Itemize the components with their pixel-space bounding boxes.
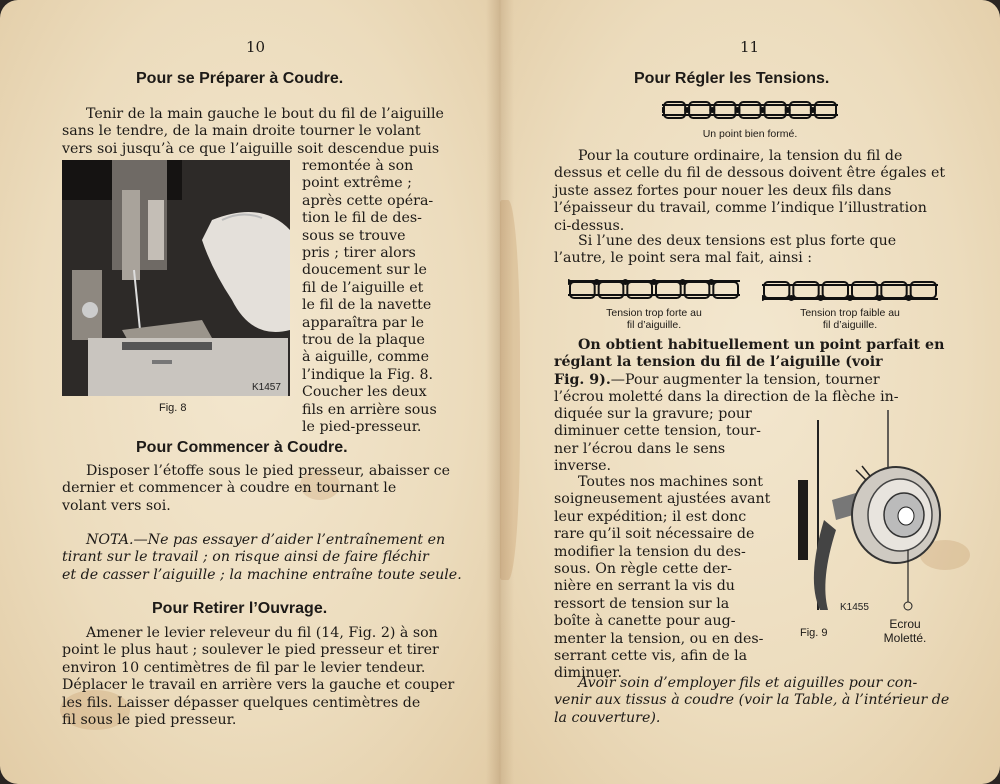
text-line: sous se trouve <box>302 227 406 244</box>
text-line: tirant sur le travail ; on risque ainsi de faire fléchir <box>62 549 429 566</box>
text-line: ressort de tension sur la <box>554 595 730 612</box>
text-line: menter la tension, ou en des- <box>554 630 764 647</box>
text-line: ci-dessus. <box>554 217 625 234</box>
text-line: à aiguille, comme <box>302 349 430 366</box>
page-number: 10 <box>246 38 266 56</box>
text-line: soigneusement ajustées avant <box>554 491 771 508</box>
text-line: Avoir soin d’employer fils et aiguilles pour con- <box>578 675 918 691</box>
text-line: dernier et commencer à coudre en tournant le <box>62 480 397 497</box>
text-line-bold: Fig. 9). <box>554 371 611 388</box>
figure-9-caption: Fig. 9 <box>800 627 828 639</box>
paragraph-avoir-soin <box>554 675 950 727</box>
text-line: inverse. <box>554 458 612 475</box>
text-line: Pour la couture ordinaire, la tension du fil de <box>578 148 903 164</box>
text-line: le fil de la navette <box>302 297 432 314</box>
text-line: boîte à canette pour aug- <box>554 613 736 630</box>
text-line: trou de la plaque <box>302 332 425 349</box>
text-line: diquée sur la gravure; pour <box>554 406 752 422</box>
stitch-good-illustration <box>662 97 838 123</box>
paragraph-preparer-intro <box>62 106 448 158</box>
text-line: modifier la tension du des- <box>554 543 746 560</box>
stitch-knot <box>810 107 816 113</box>
stitch-knot <box>760 107 766 113</box>
text-line: —Pour augmenter la tension, tourner <box>610 371 880 388</box>
nota-paragraph <box>62 532 462 584</box>
paragraph-preparer-side <box>302 158 448 437</box>
text-line: point extrême ; <box>302 175 412 192</box>
text-line: remontée à son <box>302 158 414 174</box>
figure-9-code: K1455 <box>840 602 869 613</box>
stitch-too-loose-caption: Tension trop faible au fil d’aiguille. <box>800 307 900 331</box>
text-line: Amener le levier releveur du fil (14, Fig. 2) à son <box>86 625 438 641</box>
stitch-knot <box>734 107 740 113</box>
text-line: l’épaisseur du travail, comme l’indique l’illustration <box>554 200 927 217</box>
figure-8-code: K1457 <box>252 382 281 393</box>
paragraph-tension-ordinaire <box>554 148 944 235</box>
stitch-knot <box>684 107 690 113</box>
stitch-too-loose-illustration <box>762 276 938 304</box>
text-line: l’indique la Fig. 8. <box>302 366 433 383</box>
stitch-good-caption: Un point bien formé. <box>702 128 798 140</box>
paragraph-point-parfait <box>554 337 944 407</box>
text-line: Si l’une des deux tensions est plus forte que <box>578 233 897 249</box>
text-line: NOTA.—Ne pas essayer d’aider l’entraînement en <box>86 532 446 548</box>
section-title-preparer: Pour se Préparer à Coudre. <box>136 70 344 87</box>
paragraph-commencer <box>62 463 448 515</box>
text-line: diminuer. <box>554 665 623 682</box>
text-line: Disposer l’étoffe sous le pied presseur, abaisser ce <box>86 463 450 479</box>
text-line: dessus et celle du fil de dessous doivent être égales et <box>554 165 946 182</box>
stitch-knot <box>906 295 912 301</box>
book-gutter <box>486 0 514 784</box>
text-line: venir aux tissus à coudre (voir la Table, à l’intérieur de <box>554 692 950 709</box>
stitch-knot <box>847 295 853 301</box>
text-line: On obtient habituellement un point parfait en <box>578 337 945 353</box>
figure-8-caption: Fig. 8 <box>159 402 187 414</box>
text-line: réglant la tension du fil de l’aiguille (voir <box>554 354 883 371</box>
figure-9-label: Ecrou Moletté. <box>883 617 927 645</box>
text-line: après cette opéra- <box>302 192 434 209</box>
paragraph-machines-ajustees <box>554 474 794 683</box>
sewing-needle-hand-illustration <box>62 160 290 396</box>
text-line: leur expédition; il est donc <box>554 508 747 525</box>
text-line: tion le fil de des- <box>302 210 422 227</box>
text-line: fil de l’aiguille et <box>302 279 424 296</box>
stitch-knot <box>594 279 600 285</box>
text-line: point le plus haut ; soulever le pied presseur et tirer <box>62 642 439 659</box>
text-line: fil sous le pied presseur. <box>62 712 237 729</box>
stitch-knot <box>785 107 791 113</box>
section-title-tensions: Pour Régler les Tensions. <box>634 70 830 87</box>
text-line: et de casser l’aiguille ; la machine entraîne toute seule. <box>62 566 462 583</box>
text-line: apparaîtra par le <box>302 314 425 331</box>
text-line: rare qu’il soit nécessaire de <box>554 526 755 543</box>
text-line: Déplacer le travail en arrière vers la gauche et couper <box>62 677 455 694</box>
text-line: sous. On règle cette der- <box>554 561 732 578</box>
text-line: volant vers soi. <box>62 497 171 514</box>
text-line: les fils. Laisser dépasser quelques centimètres de <box>62 694 421 711</box>
paragraph-point-parfait-cont <box>554 406 784 476</box>
paragraph-retirer <box>62 625 455 729</box>
stitch-knot <box>818 295 824 301</box>
stitch-knot <box>680 279 686 285</box>
text-line: diminuer cette tension, tour- <box>554 423 761 440</box>
text-line: sans le tendre, de la main droite tourner le volant <box>62 123 421 140</box>
text-line: pris ; tirer alors <box>302 245 416 262</box>
text-line: serrant cette vis, afin de la <box>554 648 748 665</box>
text-line: Toutes nos machines sont <box>578 474 763 490</box>
stitch-knot <box>708 279 714 285</box>
right-page <box>500 0 1000 784</box>
figure-9-tension-nut-illustration <box>796 410 946 630</box>
text-line: Coucher les deux <box>302 384 427 401</box>
text-line: l’autre, le point sera mal fait, ainsi : <box>554 250 813 267</box>
section-title-retirer: Pour Retirer l’Ouvrage. <box>152 600 328 617</box>
text-line: juste assez fortes pour nouer les deux fils dans <box>554 182 892 199</box>
figure-8-image <box>62 160 290 396</box>
text-line: Tenir de la main gauche le bout du fil de l’aiguille <box>86 106 444 122</box>
text-line: nière en serrant la vis du <box>554 578 735 595</box>
text-line: la couverture). <box>554 709 661 726</box>
stitch-knot <box>876 295 882 301</box>
stitch-too-tight-illustration <box>568 276 740 304</box>
text-line: vers soi jusqu’à ce que l’aiguille soit descendue puis <box>62 140 440 157</box>
paragraph-tension-inegale <box>554 233 944 268</box>
section-title-commencer: Pour Commencer à Coudre. <box>136 439 348 456</box>
text-line: doucement sur le <box>302 262 427 279</box>
text-line: fils en arrière sous <box>302 401 437 418</box>
stitch-too-tight-caption: Tension trop forte au fil d’aiguille. <box>606 307 702 331</box>
text-line: environ 10 centimètres de fil par le levier tendeur. <box>62 659 426 676</box>
stitch-knot <box>651 279 657 285</box>
text-line: ner l’écrou dans le sens <box>554 440 726 457</box>
stitch-knot <box>622 279 628 285</box>
text-line: le pied-presseur. <box>302 419 422 436</box>
text-line: l’écrou moletté dans la direction de la flèche in- <box>554 389 899 406</box>
stitch-knot <box>709 107 715 113</box>
stitch-knot <box>788 295 794 301</box>
page-number: 11 <box>740 38 760 56</box>
